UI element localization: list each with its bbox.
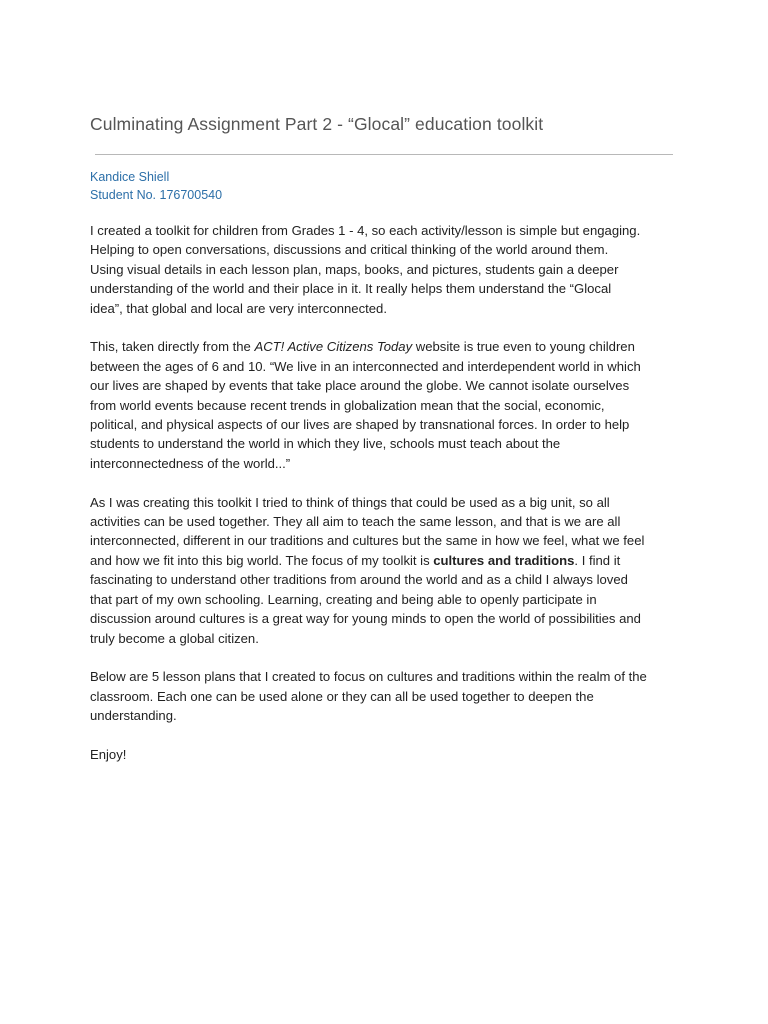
paragraph-line: our lives are shaped by events that take place around the globe. We cannot isolate ourselves xyxy=(90,378,630,394)
paragraph-line: between the ages of 6 and 10. “We live in an interconnected and interdependent world in which xyxy=(90,358,641,374)
paragraph-line: understanding. xyxy=(90,708,177,724)
paragraph-line: activities can be used together. They all aim to teach the same lesson, and that is we are all xyxy=(90,514,621,530)
student-number: Student No. 176700540 xyxy=(90,188,223,202)
paragraph-line: classroom. Each one can be used alone or they can all be used together to deepen the xyxy=(90,688,594,704)
paragraph-line: fascinating to understand other traditions from around the world and as a child I always loved xyxy=(90,572,628,588)
paragraph-intro xyxy=(90,221,690,318)
paragraph-line: As I was creating this toolkit I tried to think of things that could be used as a big unit, so all xyxy=(90,494,610,510)
paragraph-line: from world events because recent trends in globalization mean that the social, economic, xyxy=(90,397,605,413)
paragraph-line xyxy=(90,337,690,356)
author-block xyxy=(90,168,222,204)
paragraph-quote xyxy=(90,337,690,473)
closing-line: Enjoy! xyxy=(90,746,127,762)
source-title: ACT! Active Citizens Today xyxy=(254,339,413,355)
quote-lead-text: This, taken directly from the xyxy=(90,339,255,355)
author-name: Kandice Shiell xyxy=(90,170,170,184)
paragraph-line: Helping to open conversations, discussions and critical thinking of the world around them. xyxy=(90,242,609,258)
paragraph-line: Using visual details in each lesson plan, maps, books, and pictures, students gain a deeper xyxy=(90,261,619,277)
paragraph-focus xyxy=(90,493,690,648)
paragraph-line: political, and physical aspects of our lives are shaped by transnational forces. In order to help xyxy=(90,417,630,433)
paragraph-line: truly become a global citizen. xyxy=(90,630,259,646)
paragraph-lessons xyxy=(90,667,690,725)
quote-lead-tail: website is true even to young children xyxy=(412,339,635,355)
focus-topic: cultures and traditions xyxy=(433,552,575,568)
paragraph-line: interconnectedness of the world...” xyxy=(90,455,291,471)
paragraph-line: discussion around cultures is a great way for young minds to open the world of possibilities and xyxy=(90,611,641,627)
paragraph-line xyxy=(90,551,690,570)
focus-lead-text: and how we fit into this big world. The focus of my toolkit is xyxy=(90,552,434,568)
document-body xyxy=(90,221,690,784)
title-divider xyxy=(95,154,673,155)
paragraph-line: students to understand the world in which they live, schools must teach about the xyxy=(90,436,561,452)
focus-tail-text: . I find it xyxy=(574,552,621,568)
paragraph-line: I created a toolkit for children from Grades 1 - 4, so each activity/lesson is simple but engaging. xyxy=(90,223,641,238)
paragraph-line: idea”, that global and local are very interconnected. xyxy=(90,300,387,316)
paragraph-line: interconnected, different in our traditions and cultures but the same in how we feel, what we feel xyxy=(90,533,645,549)
document-title: Culminating Assignment Part 2 - “Glocal” education toolkit xyxy=(90,114,544,134)
paragraph-line: understanding of the world and their place in it. It really helps them understand the “Glocal xyxy=(90,281,612,297)
paragraph-line: that part of my own schooling. Learning, creating and being able to openly participate in xyxy=(90,591,597,607)
paragraph-line: Below are 5 lesson plans that I created to focus on cultures and traditions within the realm of the xyxy=(90,669,647,685)
